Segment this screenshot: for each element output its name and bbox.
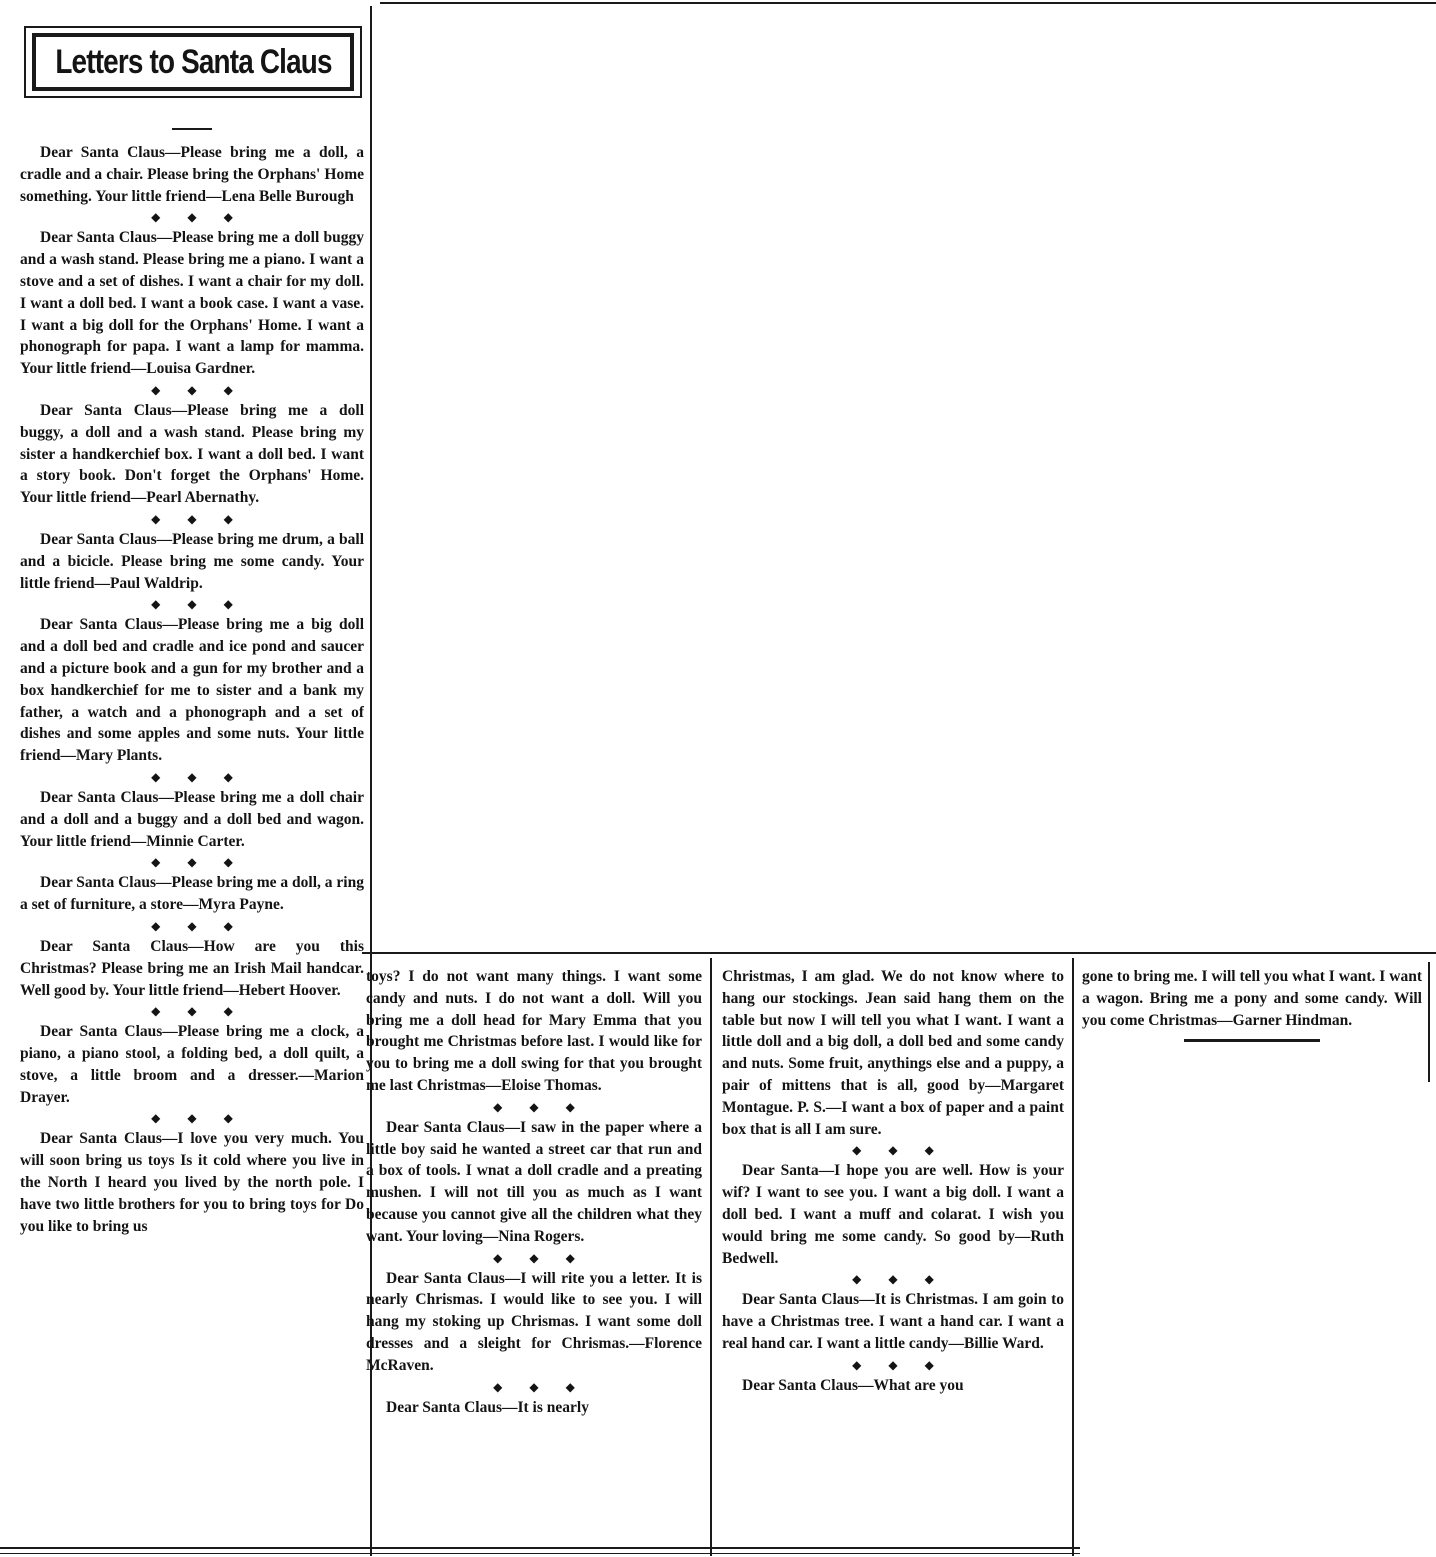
column-rule-2 <box>710 958 712 1556</box>
top-rule <box>380 2 1436 4</box>
letter: Dear Santa Claus—Please bring me drum, a ball and a bicicle. Please bring me some candy. Your little friend—Paul Waldrip. <box>20 530 364 592</box>
letter: Dear Santa Claus—What are you <box>742 1376 964 1394</box>
letter: Dear Santa Claus—I love you very much. You will soon bring us toys Is it cold where you live in the North I heard you lived by the north pole. I have two little brothers for you to bring toys for Do you like to bring us <box>20 1130 364 1235</box>
bottom-rule-lower <box>0 1553 1080 1554</box>
letter: Dear Santa Claus—I will rite you a letter. It is nearly Chrismas. I would like to see you. I will hang my stoking up Chrismas. I want some doll dresses and a sleight for Chrismas.—Florence McRaven. <box>366 1269 702 1374</box>
letter: Dear Santa—I hope you are well. How is your wif? I want to see you. I want a big doll. I want a doll bed. I want a muff and colarat. I wish you would bring me some candy. So good by—Ruth Bedwell. <box>722 1162 1064 1267</box>
letter: Dear Santa Claus—Please bring me a doll, a ring a set of furniture, a store—Myra Payne. <box>20 874 364 914</box>
separator-diamonds: ◆ ◆ ◆ <box>151 1111 245 1126</box>
separator-diamonds: ◆ ◆ ◆ <box>493 1379 587 1394</box>
column-1 <box>20 128 364 1542</box>
letter: Dear Santa Claus—I saw in the paper where a little boy said he wanted a street car that run and a box of tools. I wnat a doll cradle and a preating mushen. I will not till you as much as I want because you cannot give all the children what they want. Your loving—Nina Rogers. <box>366 1118 702 1245</box>
letter-continued: toys? I do not want many things. I want some candy and nuts. I do not want a doll. Will you bring me a doll head for Mary Emma that you brought me Christmas before last. I would like for you to bring me a doll swing for that you brought me last Christmas—Eloise Thomas. <box>366 968 702 1094</box>
mid-page-rule <box>362 952 1436 954</box>
headline-dash <box>172 128 212 130</box>
letter: Dear Santa Claus—Please bring me a doll, a cradle and a chair. Please bring the Orphans' Home something. Your little friend—Lena Belle Burough <box>20 144 364 205</box>
column-3 <box>722 966 1064 1544</box>
end-rule <box>1184 1039 1320 1042</box>
letter-continued: Christmas, I am glad. We do not know where to hang our stockings. Jean said hang them on the table but now I will tell you what I want. I want a little doll and a big doll, a doll bed and some candy and nuts. Some fruit, anythings else and a puppy, a pair of mittens that is all, good by—Margaret Montague. P. S.—I want a box of paper and a paint box that is all I am sure. <box>722 968 1064 1138</box>
separator-diamonds: ◆ ◆ ◆ <box>151 382 245 397</box>
separator-diamonds: ◆ ◆ ◆ <box>852 1357 946 1372</box>
separator-diamonds: ◆ ◆ ◆ <box>151 597 245 612</box>
letter: Dear Santa Claus—Please bring me a big doll and a doll bed and cradle and ice pond and saucer and a picture book and a gun for my brother and a box handkerchief for me to sister and a bank my father, a watch and a phonograph and a set of dishes and some apples and some nuts. Your little friend—Mary Plants. <box>20 616 364 765</box>
separator-diamonds: ◆ ◆ ◆ <box>852 1143 946 1158</box>
letter: Dear Santa Claus—Please bring me a clock, a piano, a piano stool, a folding bed, a doll quilt, a stove, a little broom and a dresser.—Marion Drayer. <box>20 1023 364 1106</box>
column-2 <box>366 966 702 1544</box>
separator-diamonds: ◆ ◆ ◆ <box>852 1272 946 1287</box>
separator-diamonds: ◆ ◆ ◆ <box>493 1099 587 1114</box>
separator-diamonds: ◆ ◆ ◆ <box>151 1004 245 1019</box>
separator-diamonds: ◆ ◆ ◆ <box>151 769 245 784</box>
headline-box <box>24 26 362 98</box>
letter-continued: gone to bring me. I will tell you what I want. I want a wagon. Bring me a pony and some candy. Will you come Christmas—Garner Hindman. <box>1082 968 1422 1029</box>
letter: Dear Santa Claus—It is nearly <box>386 1398 589 1416</box>
column-4 <box>1082 966 1422 1086</box>
headline: Letters to Santa Claus <box>54 42 332 81</box>
separator-diamonds: ◆ ◆ ◆ <box>493 1250 587 1265</box>
bottom-rule <box>0 1547 1080 1549</box>
letter: Dear Santa Claus—How are you this Christmas? Please bring me an Irish Mail handcar. Well good by. Your little friend—Hebert Hoover. <box>20 937 364 999</box>
separator-diamonds: ◆ ◆ ◆ <box>151 511 245 526</box>
letter: Dear Santa Claus—It is Christmas. I am goin to have a Christmas tree. I want a hand car. I want a real hand car. I want a little candy—Billie Ward. <box>722 1291 1064 1352</box>
separator-diamonds: ◆ ◆ ◆ <box>151 918 245 933</box>
separator-diamonds: ◆ ◆ ◆ <box>151 210 245 225</box>
letter: Dear Santa Claus—Please bring me a doll chair and a doll and a buggy and a doll bed and wagon. Your little friend—Minnie Carter. <box>20 788 364 850</box>
headline-frame <box>32 33 354 91</box>
column-rule-3 <box>1072 958 1074 1556</box>
separator-diamonds: ◆ ◆ ◆ <box>151 855 245 870</box>
letter: Dear Santa Claus—Please bring me a doll buggy, a doll and a wash stand. Please bring my sister a handkerchief box. I want a doll bed. I want a story book. Don't forget the Orphans' Home. Your little friend—Pearl Abernathy. <box>20 401 364 507</box>
column-rule-4 <box>1428 962 1430 1082</box>
letter: Dear Santa Claus—Please bring me a doll buggy and a wash stand. Please bring me a piano. I want a stove and a set of dishes. I want a chair for my doll. I want a doll bed. I want a book case. I want a vase. I want a big doll for the Orphans' Home. I want a phonograph for papa. I want a lamp for mamma. Your little friend—Louisa Gardner. <box>20 229 364 378</box>
